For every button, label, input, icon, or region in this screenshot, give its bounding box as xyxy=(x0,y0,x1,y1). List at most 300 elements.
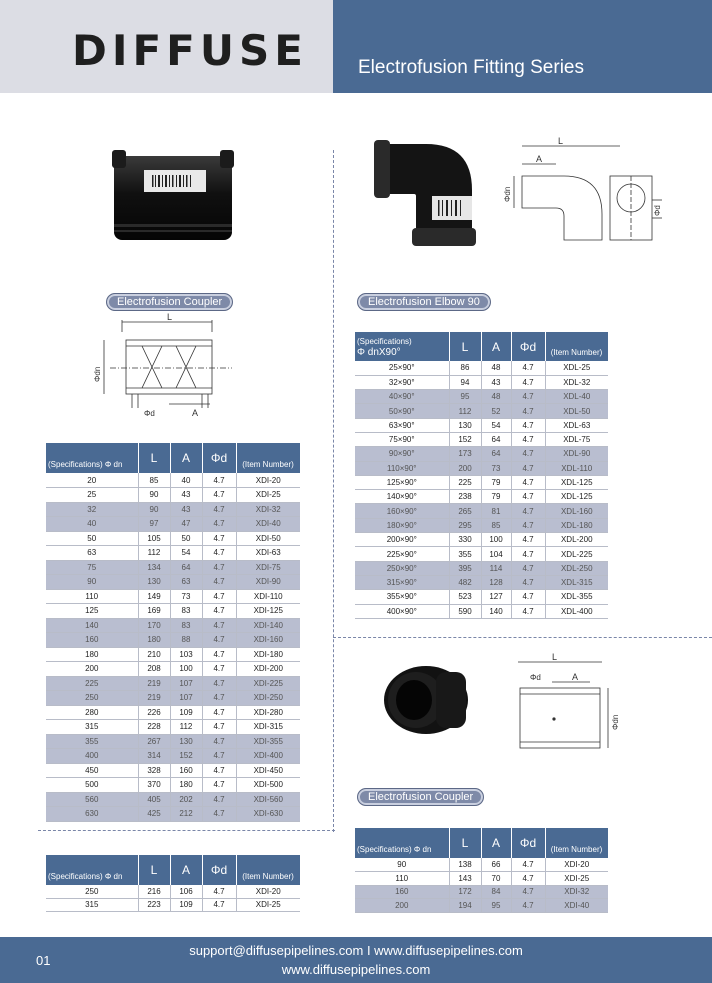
table-cell: 160 xyxy=(46,633,138,648)
table-cell: 223 xyxy=(138,898,170,911)
table-cell: 560 xyxy=(46,792,138,807)
table-cell: 4.7 xyxy=(511,858,545,872)
page-number: 01 xyxy=(36,953,51,968)
table-cell: 125 xyxy=(46,604,138,619)
right-drawing-label-d: Φd xyxy=(530,673,541,682)
table-cell: 225×90° xyxy=(355,547,449,561)
table-cell: 75 xyxy=(46,560,138,575)
table-cell: XDL-63 xyxy=(545,418,608,432)
table-cell: 328 xyxy=(138,763,170,778)
table-cell: XDL-225 xyxy=(545,547,608,561)
table-cell: 4.7 xyxy=(511,432,545,446)
table-row xyxy=(46,792,300,807)
table-row xyxy=(355,575,608,589)
table-cell: 219 xyxy=(138,691,170,706)
table-cell: 4.7 xyxy=(511,604,545,618)
table-cell: 75×90° xyxy=(355,432,449,446)
table-cell: 85 xyxy=(481,518,511,532)
table-cell: 315×90° xyxy=(355,575,449,589)
table-cell: XDI-110 xyxy=(236,589,300,604)
table-cell: 169 xyxy=(138,604,170,619)
table-cell: 109 xyxy=(170,705,202,720)
table-cell: 90 xyxy=(138,488,170,503)
table-cell: 4.7 xyxy=(202,778,236,793)
col-header-d: Φd xyxy=(202,855,236,885)
table-cell: 4.7 xyxy=(511,390,545,404)
table-cell: 4.7 xyxy=(511,418,545,432)
table-cell: 4.7 xyxy=(511,899,545,913)
table-cell: 70 xyxy=(481,872,511,886)
coupler-photo-small xyxy=(380,662,472,738)
drawing-label-L: L xyxy=(167,312,173,322)
table-cell: 250 xyxy=(46,885,138,898)
table-cell: 180 xyxy=(138,633,170,648)
table-cell: 73 xyxy=(170,589,202,604)
table-row xyxy=(46,575,300,590)
table-cell: XDL-200 xyxy=(545,533,608,547)
right-drawing-label-L: L xyxy=(552,652,558,662)
table-cell: 4.7 xyxy=(511,504,545,518)
table-row xyxy=(355,858,608,872)
table-cell: 112 xyxy=(138,546,170,561)
table-cell: 64 xyxy=(170,560,202,575)
page-title: Electrofusion Fitting Series xyxy=(358,57,584,78)
table-cell: 4.7 xyxy=(202,705,236,720)
table-row xyxy=(46,531,300,546)
table-cell: 250×90° xyxy=(355,561,449,575)
table-cell: 4.7 xyxy=(202,502,236,517)
col-header-spec-line1: (Specifications) xyxy=(357,336,412,346)
table-cell: 4.7 xyxy=(202,618,236,633)
table-cell: XDI-315 xyxy=(236,720,300,735)
table-cell: 48 xyxy=(481,361,511,375)
col-header-L: L xyxy=(138,443,170,473)
table-row xyxy=(46,502,300,517)
table-cell: XDL-25 xyxy=(545,361,608,375)
table-row xyxy=(46,898,300,911)
table-cell: XDL-32 xyxy=(545,375,608,389)
table-cell: 32×90° xyxy=(355,375,449,389)
table-cell: XDI-450 xyxy=(236,763,300,778)
table-row xyxy=(46,720,300,735)
table-cell: 79 xyxy=(481,475,511,489)
table-cell: 52 xyxy=(481,404,511,418)
table-cell: 4.7 xyxy=(202,720,236,735)
table-cell: 355×90° xyxy=(355,590,449,604)
table-row xyxy=(46,662,300,677)
table-row xyxy=(46,778,300,793)
table-row xyxy=(355,404,608,418)
table-cell: 149 xyxy=(138,589,170,604)
table-cell: 172 xyxy=(449,885,481,899)
drawing-label-dn: Φdn xyxy=(93,366,102,382)
table-row xyxy=(355,590,608,604)
table-row xyxy=(355,604,608,618)
table-cell: 50×90° xyxy=(355,404,449,418)
table-cell: 140×90° xyxy=(355,490,449,504)
table-row xyxy=(46,517,300,532)
table-row xyxy=(46,691,300,706)
table-row xyxy=(355,418,608,432)
table-cell: 138 xyxy=(449,858,481,872)
table-cell: 200×90° xyxy=(355,533,449,547)
table-cell: XDL-160 xyxy=(545,504,608,518)
table-cell: 114 xyxy=(481,561,511,575)
table-row xyxy=(46,473,300,488)
table-cell: 523 xyxy=(449,590,481,604)
table-cell: 314 xyxy=(138,749,170,764)
table-cell: 4.7 xyxy=(202,749,236,764)
table-cell: XDL-355 xyxy=(545,590,608,604)
col-header-item: (Item Number) xyxy=(236,443,300,473)
table-cell: 4.7 xyxy=(202,676,236,691)
table-row xyxy=(355,547,608,561)
table-row xyxy=(355,475,608,489)
table-cell: XDI-20 xyxy=(236,885,300,898)
table-row xyxy=(46,647,300,662)
table-cell: 64 xyxy=(481,432,511,446)
table-cell: 4.7 xyxy=(202,531,236,546)
table-row xyxy=(46,676,300,691)
table-row xyxy=(355,899,608,913)
col-header-d: Φd xyxy=(511,828,545,858)
table-cell: XDI-40 xyxy=(545,899,608,913)
right-drawing-label-dn: Φdn xyxy=(611,714,620,730)
table-cell: 97 xyxy=(138,517,170,532)
table-cell: 90 xyxy=(46,575,138,590)
table-cell: 100 xyxy=(170,662,202,677)
table-cell: XDI-560 xyxy=(236,792,300,807)
table-cell: XDI-20 xyxy=(236,473,300,488)
table-cell: 355 xyxy=(46,734,138,749)
table-cell: 202 xyxy=(170,792,202,807)
coupler-drawing-right xyxy=(510,652,626,758)
table-cell: 4.7 xyxy=(511,461,545,475)
table-cell: 107 xyxy=(170,691,202,706)
col-header-spec-line2: Φ dnX90° xyxy=(357,346,401,358)
table-cell: XDL-50 xyxy=(545,404,608,418)
table-row xyxy=(46,705,300,720)
table-row xyxy=(46,749,300,764)
table-cell: 110×90° xyxy=(355,461,449,475)
table-cell: 194 xyxy=(449,899,481,913)
table-cell: XDI-32 xyxy=(236,502,300,517)
table-cell: 152 xyxy=(170,749,202,764)
table-row xyxy=(46,633,300,648)
header-brand-panel xyxy=(0,0,333,93)
table-cell: 54 xyxy=(170,546,202,561)
table-cell: 400 xyxy=(46,749,138,764)
table-cell: 130 xyxy=(138,575,170,590)
brand-logo: DIFFUSE xyxy=(72,26,308,75)
table-cell: 47 xyxy=(170,517,202,532)
table-row xyxy=(355,490,608,504)
table-row xyxy=(355,533,608,547)
elbow-photo xyxy=(372,132,494,250)
table-cell: 95 xyxy=(449,390,481,404)
col-header-L: L xyxy=(138,855,170,885)
table-row xyxy=(46,560,300,575)
table-cell: 280 xyxy=(46,705,138,720)
table-cell: 40×90° xyxy=(355,390,449,404)
table-row xyxy=(355,518,608,532)
coupler-spec-table-2 xyxy=(46,855,301,912)
table-cell: 50 xyxy=(46,531,138,546)
table-cell: XDI-400 xyxy=(236,749,300,764)
table-cell: 110 xyxy=(46,589,138,604)
table-cell: 88 xyxy=(170,633,202,648)
table-cell: 40 xyxy=(170,473,202,488)
table-cell: 4.7 xyxy=(511,590,545,604)
table-cell: 4.7 xyxy=(202,898,236,911)
table-cell: 100 xyxy=(481,533,511,547)
table-cell: 90 xyxy=(355,858,449,872)
table-cell: 4.7 xyxy=(511,575,545,589)
table-cell: 4.7 xyxy=(202,662,236,677)
table-cell: XDI-25 xyxy=(236,898,300,911)
table-cell: 4.7 xyxy=(511,475,545,489)
table-cell: 94 xyxy=(449,375,481,389)
table-cell: 200 xyxy=(355,899,449,913)
table-cell: 25 xyxy=(46,488,138,503)
table-cell: 90 xyxy=(138,502,170,517)
table-cell: 32 xyxy=(46,502,138,517)
table-cell: 4.7 xyxy=(202,589,236,604)
table-cell: 110 xyxy=(355,872,449,886)
table-cell: 4.7 xyxy=(202,560,236,575)
table-cell: 160 xyxy=(170,763,202,778)
table-cell: XDI-200 xyxy=(236,662,300,677)
label-electrofusion-coupler-right: Electrofusion Coupler xyxy=(357,788,484,806)
table-cell: 4.7 xyxy=(511,872,545,886)
table-cell: 79 xyxy=(481,490,511,504)
table-cell: 130 xyxy=(170,734,202,749)
table-cell: XDL-400 xyxy=(545,604,608,618)
table-cell: 370 xyxy=(138,778,170,793)
col-header-L: L xyxy=(449,332,481,361)
table-cell: XDI-160 xyxy=(236,633,300,648)
table-cell: 4.7 xyxy=(202,807,236,822)
table-cell: 143 xyxy=(449,872,481,886)
table-cell: 140 xyxy=(481,604,511,618)
table-cell: 4.7 xyxy=(511,361,545,375)
table-cell: XDI-25 xyxy=(545,872,608,886)
table-cell: 83 xyxy=(170,604,202,619)
table-cell: XDI-500 xyxy=(236,778,300,793)
table-cell: 105 xyxy=(138,531,170,546)
table-cell: XDL-315 xyxy=(545,575,608,589)
table-cell: 180 xyxy=(46,647,138,662)
table-cell: 128 xyxy=(481,575,511,589)
table-cell: 238 xyxy=(449,490,481,504)
col-header-d: Φd xyxy=(202,443,236,473)
table-cell: XDL-40 xyxy=(545,390,608,404)
table-cell: XDI-225 xyxy=(236,676,300,691)
table-row xyxy=(355,561,608,575)
table-cell: XDL-125 xyxy=(545,475,608,489)
coupler-drawing xyxy=(92,312,252,422)
table-cell: 226 xyxy=(138,705,170,720)
table-row xyxy=(46,734,300,749)
table-cell: 4.7 xyxy=(511,533,545,547)
table-row xyxy=(355,885,608,899)
col-header-item: (Item Number) xyxy=(545,332,608,361)
table-cell: XDI-63 xyxy=(236,546,300,561)
col-header-L: L xyxy=(449,828,481,858)
right-drawing-label-A: A xyxy=(572,672,579,682)
table-cell: 4.7 xyxy=(511,404,545,418)
table-cell: 63 xyxy=(46,546,138,561)
section-divider-right xyxy=(333,637,712,638)
table-cell: 40 xyxy=(46,517,138,532)
drawing-label-d: Φd xyxy=(144,409,155,418)
table-cell: 64 xyxy=(481,447,511,461)
table-cell: 95 xyxy=(481,899,511,913)
table-row xyxy=(355,390,608,404)
table-cell: 4.7 xyxy=(202,517,236,532)
col-header-item: (Item Number) xyxy=(236,855,300,885)
col-header-spec: (Specifications) Φ dn xyxy=(355,828,449,858)
table-cell: 4.7 xyxy=(511,490,545,504)
table-cell: 4.7 xyxy=(202,792,236,807)
coupler-spec-table-right xyxy=(355,828,609,913)
table-cell: 200 xyxy=(46,662,138,677)
table-cell: 130 xyxy=(449,418,481,432)
table-cell: 210 xyxy=(138,647,170,662)
table-cell: 219 xyxy=(138,676,170,691)
elbow-drawing xyxy=(502,136,666,248)
column-divider xyxy=(333,150,334,832)
table-cell: XDL-250 xyxy=(545,561,608,575)
table-cell: 104 xyxy=(481,547,511,561)
table-cell: 84 xyxy=(481,885,511,899)
table-cell: 330 xyxy=(449,533,481,547)
table-cell: 109 xyxy=(170,898,202,911)
table-cell: XDI-25 xyxy=(236,488,300,503)
elbow-label-d: Φd xyxy=(653,205,662,216)
table-row xyxy=(355,432,608,446)
col-header-spec: (Specifications) Φ dn xyxy=(46,855,138,885)
table-cell: XDL-125 xyxy=(545,490,608,504)
label-electrofusion-elbow: Electrofusion Elbow 90 xyxy=(357,293,491,311)
table-cell: XDI-50 xyxy=(236,531,300,546)
table-cell: XDL-75 xyxy=(545,432,608,446)
table-cell: 112 xyxy=(170,720,202,735)
elbow-label-A: A xyxy=(536,154,543,164)
coupler-photo xyxy=(108,140,238,246)
table-cell: XDI-140 xyxy=(236,618,300,633)
table-cell: XDL-180 xyxy=(545,518,608,532)
col-header-d: Φd xyxy=(511,332,545,361)
footer-bar xyxy=(0,937,712,983)
table-cell: 112 xyxy=(449,404,481,418)
table-cell: 4.7 xyxy=(511,447,545,461)
table-cell: XDI-630 xyxy=(236,807,300,822)
table-cell: 450 xyxy=(46,763,138,778)
elbow-label-dn: Φdn xyxy=(503,186,512,202)
table-cell: 48 xyxy=(481,390,511,404)
label-electrofusion-coupler: Electrofusion Coupler xyxy=(106,293,233,311)
table-cell: XDI-40 xyxy=(236,517,300,532)
table-cell: 200 xyxy=(449,461,481,475)
table-cell: 134 xyxy=(138,560,170,575)
table-cell: 228 xyxy=(138,720,170,735)
table-cell: 170 xyxy=(138,618,170,633)
table-row xyxy=(355,461,608,475)
elbow-label-L: L xyxy=(558,136,564,146)
table-cell: 225 xyxy=(46,676,138,691)
col-header-A: A xyxy=(481,332,511,361)
col-header-A: A xyxy=(481,828,511,858)
footer-website: www.diffusepipelines.com xyxy=(281,962,431,977)
col-header-item: (Item Number) xyxy=(545,828,608,858)
table-cell: 405 xyxy=(138,792,170,807)
table-cell: 86 xyxy=(449,361,481,375)
table-cell: 140 xyxy=(46,618,138,633)
table-cell: XDI-355 xyxy=(236,734,300,749)
header-title-panel xyxy=(333,0,712,93)
table-cell: 400×90° xyxy=(355,604,449,618)
table-row xyxy=(46,885,300,898)
table-cell: 4.7 xyxy=(202,885,236,898)
table-cell: XDI-125 xyxy=(236,604,300,619)
footer-contact: support@diffusepipelines.com I www.diffusepipelines.com xyxy=(189,943,523,958)
table-row xyxy=(46,488,300,503)
table-cell: 81 xyxy=(481,504,511,518)
col-header-spec xyxy=(355,332,449,361)
table-cell: 43 xyxy=(170,502,202,517)
table-cell: 160×90° xyxy=(355,504,449,518)
table-row xyxy=(46,807,300,822)
table-cell: 63×90° xyxy=(355,418,449,432)
col-header-A: A xyxy=(170,855,202,885)
table-cell: 4.7 xyxy=(202,734,236,749)
table-row xyxy=(355,361,608,375)
table-cell: 152 xyxy=(449,432,481,446)
table-cell: 4.7 xyxy=(511,518,545,532)
table-cell: XDI-280 xyxy=(236,705,300,720)
table-cell: XDI-250 xyxy=(236,691,300,706)
table-cell: 4.7 xyxy=(202,473,236,488)
section-divider-left xyxy=(38,830,335,831)
table-cell: 4.7 xyxy=(202,546,236,561)
elbow-spec-table xyxy=(355,332,609,619)
table-cell: 208 xyxy=(138,662,170,677)
table-cell: 4.7 xyxy=(511,547,545,561)
table-cell: 4.7 xyxy=(202,604,236,619)
table-cell: 20 xyxy=(46,473,138,488)
table-cell: 4.7 xyxy=(202,763,236,778)
table-cell: 103 xyxy=(170,647,202,662)
table-cell: 267 xyxy=(138,734,170,749)
table-cell: 50 xyxy=(170,531,202,546)
table-cell: 355 xyxy=(449,547,481,561)
table-row xyxy=(46,604,300,619)
table-cell: 4.7 xyxy=(511,561,545,575)
table-cell: 173 xyxy=(449,447,481,461)
table-cell: 180×90° xyxy=(355,518,449,532)
table-cell: 212 xyxy=(170,807,202,822)
table-cell: 73 xyxy=(481,461,511,475)
table-row xyxy=(355,872,608,886)
table-cell: 216 xyxy=(138,885,170,898)
table-row xyxy=(46,763,300,778)
table-cell: 83 xyxy=(170,618,202,633)
table-cell: 63 xyxy=(170,575,202,590)
table-cell: 590 xyxy=(449,604,481,618)
table-cell: 630 xyxy=(46,807,138,822)
table-row xyxy=(355,447,608,461)
